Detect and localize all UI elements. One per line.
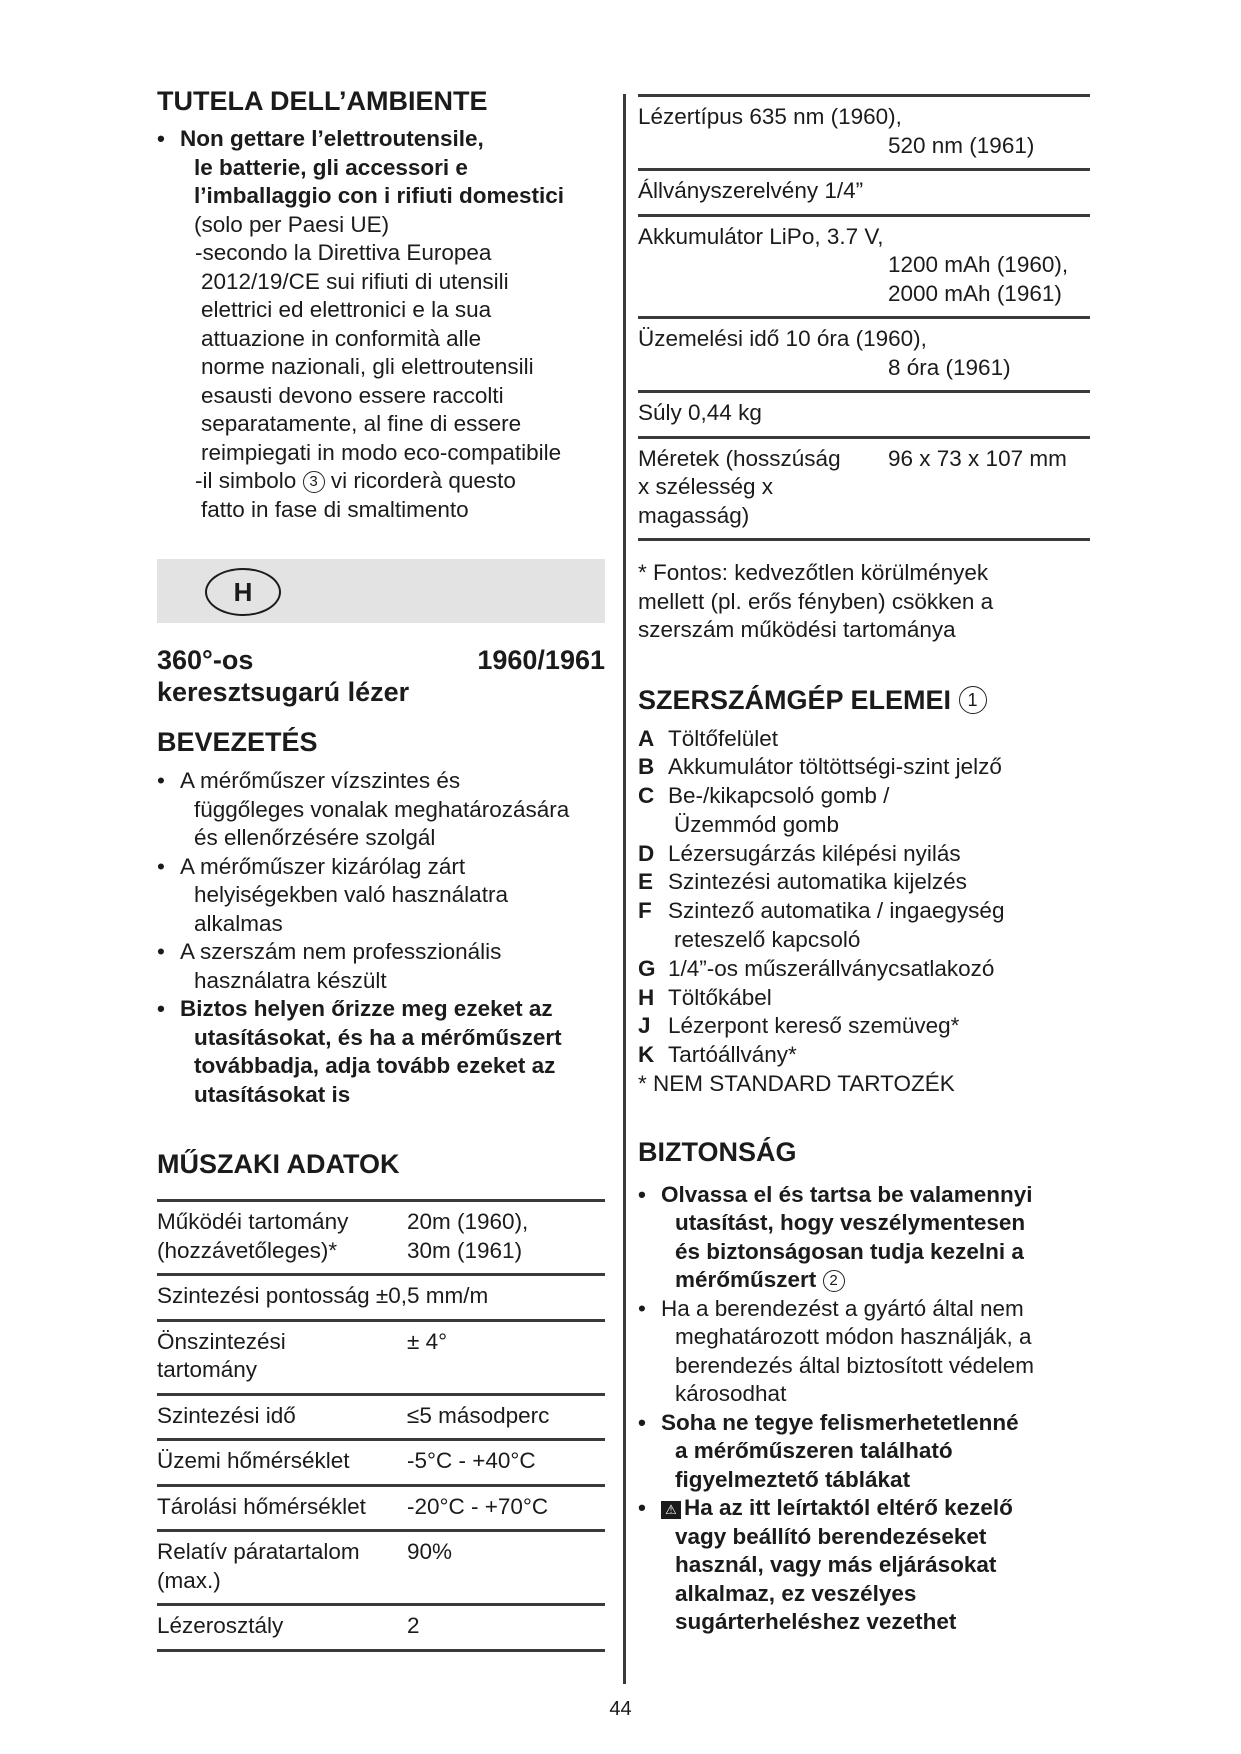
intro-list — [157, 767, 605, 1109]
list-item: A Töltőfelület — [638, 725, 779, 751]
page-number: 44 — [609, 1698, 632, 1720]
table-row: Tárolási hőmérséklet -20°C - +70°C — [157, 1485, 605, 1531]
spec-runtime: Üzemelési idő 10 óra (1960), 8 óra (1961) — [638, 319, 1090, 393]
table-row: Szintezési idő ≤5 másodperc — [157, 1394, 605, 1440]
list-item: • A mérőműszer vízszintes és függőleges vonalak meghatározására és ellenőrzésére szolgál — [157, 767, 605, 853]
spec-laser-type: Lézertípus 635 nm (1960), 520 nm (1961) — [638, 94, 1090, 171]
language-banner — [157, 559, 605, 623]
env-bullet: • Non gettare l’elettroutensile, le batterie, gli accessori e l’imballaggio con i rifiuti domestici — [157, 125, 605, 211]
list-item-bold: • ⚠ Ha az itt leírtaktól eltérő kezelő vagy beállító berendezéseket használ, vagy más eljárásokat alkalmaz, ez veszélyes sugárterheléshez vezethet — [638, 1494, 1090, 1637]
spec-dimensions: Méretek (hosszúság x szélesség x magasság) 96 x 73 x 107 mm — [638, 439, 1090, 542]
table-row: Önszintezési tartomány ± 4° — [157, 1320, 605, 1394]
warning-icon: ⚠ — [661, 1501, 681, 1519]
list-item: F Szintező automatika / ingaegység reteszelő kapcsoló — [638, 898, 1005, 953]
env-sub1: -secondo la Direttiva Europea 2012/19/CE sui rifiuti di utensili elettrici ed elettronici e la sua attuazione in conformità alle norme nazionali, gli elettroutensili esausti devono essere raccolti separatamente, al fine di essere reimpiegati in modo eco-compatibile — [195, 240, 562, 465]
left-column — [157, 84, 605, 1652]
product-title: 360°-os — [157, 645, 254, 675]
list-item: C Be-/kikapcsoló gomb / Üzemmód gomb — [638, 783, 890, 837]
language-code-badge: H — [205, 568, 281, 616]
tech-table — [157, 1199, 605, 1652]
list-item: • A szerszám nem professzionális használatra készült — [157, 938, 605, 995]
safety-list — [638, 1181, 1090, 1637]
range-note: * Fontos: kedvezőtlen körülmények mellett (pl. erős fényben) csökken a szerszám működési tartománya — [638, 560, 994, 642]
figure-ref-2: 2 — [823, 1270, 845, 1292]
figure-ref-1: 1 — [959, 686, 987, 714]
list-item: G 1/4”-os műszerállványcsatlakozó — [638, 955, 995, 981]
list-item-bold: • Olvassa el és tartsa be valamennyi utasítást, hogy veszélymentesen és biztonságosan tudja kezelni a mérőműszert 2 — [638, 1181, 1090, 1295]
product-title-row — [157, 643, 605, 677]
list-item: E Szintezési automatika kijelzés — [638, 869, 967, 895]
right-column — [638, 94, 1090, 1637]
figure-ref-3: 3 — [303, 471, 325, 493]
parts-note: * NEM STANDARD TARTOZÉK — [638, 1071, 955, 1097]
spec-weight: Súly 0,44 kg — [638, 393, 1090, 439]
list-item: H Töltőkábel — [638, 984, 772, 1010]
list-item: D Lézersugárzás kilépési nyilás — [638, 840, 961, 866]
env-sub2: -il simbolo 3 vi ricorderà questo fatto in fase di smaltimento — [195, 468, 516, 522]
table-row: Üzemi hőmérséklet -5°C - +40°C — [157, 1440, 605, 1486]
list-item: • Ha a berendezést a gyártó által nem meghatározott módon használják, a berendezés által biztosított védelem károsodhat — [638, 1295, 1090, 1409]
product-model: 1960/1961 — [477, 645, 605, 675]
product-subtitle: keresztsugarú lézer — [157, 677, 410, 707]
tech-title: MŰSZAKI ADATOK — [157, 1149, 400, 1179]
table-row: Relatív páratartalom (max.) 90% — [157, 1531, 605, 1605]
column-divider — [623, 94, 626, 1684]
list-item: • A mérőműszer kizárólag zárt helyiségekben való használatra alkalmas — [157, 853, 605, 939]
list-item-bold: • Soha ne tegye felismerhetetlenné a mérőműszeren található figyelmeztető táblákat — [638, 1409, 1090, 1495]
env-title: TUTELA DELL’AMBIENTE — [157, 86, 488, 116]
list-item: B Akkumulátor töltöttségi-szint jelző — [638, 754, 1002, 780]
env-note: (solo per Paesi UE) — [194, 211, 390, 237]
list-item-bold: • Biztos helyen őrizze meg ezeket az utasításokat, és ha a mérőműszert továbbadja, adja tovább ezeket az utasításokat is — [157, 995, 605, 1109]
intro-title: BEVEZETÉS — [157, 727, 318, 757]
list-item: J Lézerpont kereső szemüveg* — [638, 1013, 960, 1039]
spec-tripod: Állványszerelvény 1/4” — [638, 171, 1090, 217]
table-row: Lézerosztály 2 — [157, 1605, 605, 1651]
parts-title: SZERSZÁMGÉP ELEMEI 1 — [638, 683, 1090, 717]
table-row: Működéi tartomány (hozzávetőleges)* 20m (1960), 30m (1961) — [157, 1201, 605, 1275]
table-row: Szintezési pontosság ±0,5 mm/m — [157, 1275, 605, 1321]
spec-battery: Akkumulátor LiPo, 3.7 V, 1200 mAh (1960), 2000 mAh (1961) — [638, 217, 1090, 320]
parts-list — [638, 725, 1090, 1099]
list-item: K Tartóállvány* — [638, 1042, 797, 1068]
safety-title: BIZTONSÁG — [638, 1136, 797, 1167]
